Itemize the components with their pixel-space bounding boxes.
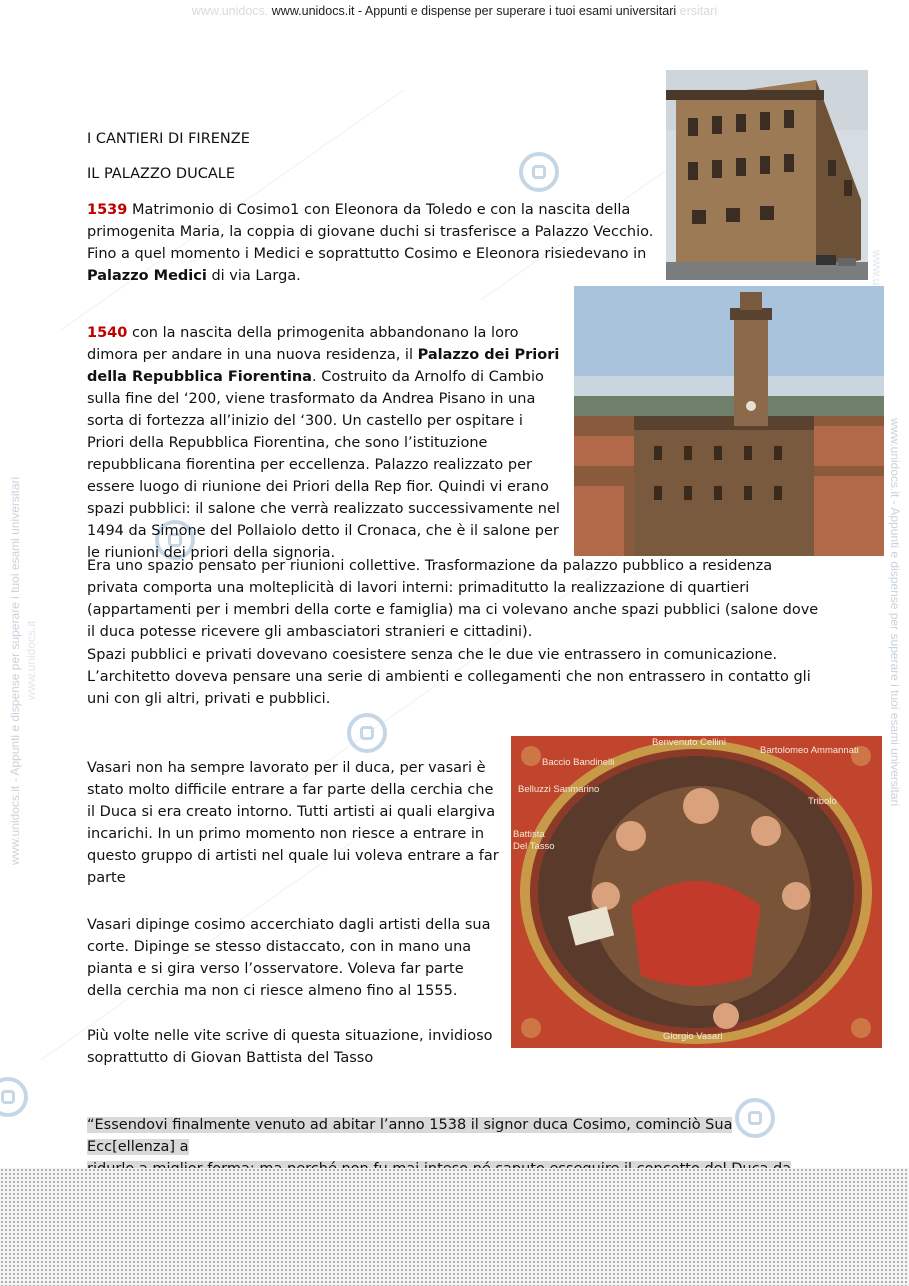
palazzo-priori-name: Palazzo dei Priori della Repubblica Fiorentina <box>87 347 560 385</box>
watermark-logo-icon <box>519 152 559 192</box>
quote-text: “Essendovi finalmente venuto ad abitar l’anno 1538 il signor duca Cosimo, cominciò Sua Ecc[ellenza] a <box>87 1117 733 1155</box>
watermark-logo-icon <box>0 1077 28 1117</box>
right-side-watermark: www.unidocs.it - Appunti e dispense per superare i tuoi esami universitari <box>888 418 902 807</box>
painting-label: Giorgio Vasari <box>663 1031 723 1042</box>
paragraph-1540 <box>87 322 561 564</box>
section-title: I CANTIERI DI FIRENZE <box>87 131 250 147</box>
painting-label: Benvenuto Cellini <box>652 737 726 748</box>
vasari-painting <box>511 736 882 1048</box>
palazzo-medici-name: Palazzo Medici <box>87 268 207 284</box>
paragraph-text: . Costruito da Arnolfo di Cambio sulla fine del ‘200, viene trasformato da Andrea Pisano in una sorta di fortezza all’inizio del ‘300. Un castello per ospitare i Priori della Repubblica Fiorentina, che sono l’istituzione repubblicana fiorentina per eccellenza. Palazzo realizzato per essere luogo di riunione dei Priori della Rep fior. Quindi vi erano spazi pubblici: il salone che verrà realizzato successivamente nel 1494 da Simone del Pollaiolo detto il Cronaca, che è il salone per le riunioni dei priori della signoria. <box>87 369 560 561</box>
quote-line <box>87 1114 821 1158</box>
left-side-watermark-short: www.unidocs.it <box>24 620 38 700</box>
header-watermark <box>0 4 909 18</box>
paragraph-text: con la nascita della primogenita abbandonano la loro dimora per andare in una nuova residenza, il <box>87 325 519 363</box>
header-ghost-right: ersitari <box>679 4 718 18</box>
paragraph-trasformazione: Era uno spazio pensato per riunioni collettive. Trasformazione da palazzo pubblico a residenza privata comporta una molteplicità di lavori interni: primaditutto la realizzazione di quartieri (appartamenti per i membri della corte e famiglia) ma ci volevano anche spazi pubblici (salone dove il duca potesse ricevere gli ambasciatori stranieri e cittadini). <box>87 558 819 640</box>
header-watermark-text: www.unidocs.it - Appunti e dispense per superare i tuoi esami universitari <box>271 4 677 18</box>
palazzo-medici-photo <box>666 70 868 280</box>
painting-label: Belluzzi Sanmarino <box>518 784 600 795</box>
preview-blur-overlay <box>0 1168 909 1286</box>
paragraph-text: di via Larga. <box>206 268 301 284</box>
painting-label: Bartolomeo Ammannati <box>760 745 859 756</box>
painting-label: Battista <box>513 829 545 840</box>
paragraph-vite: Più volte nelle vite scrive di questa situazione, invidioso soprattutto di Giovan Battista del Tasso <box>87 1028 493 1066</box>
painting-label: Baccio Bandinelli <box>542 757 615 768</box>
paragraph-spazi: Spazi pubblici e privati dovevano coesistere senza che le due vie entrassero in comunicazione. L’architetto doveva pensare una serie di ambienti e collegamenti che non entrassero in contatto gli uni con gli altri, privati e pubblici. <box>87 647 811 707</box>
painting-label: Del Tasso <box>513 841 555 852</box>
paragraph-vasari-dipinge: Vasari dipinge cosimo accerchiato dagli artisti della sua corte. Dipinge se stesso distaccato, con in mano una pianta e si gira verso l’osservatore. Voleva far parte della cerchia ma non ci riesce almeno fino al 1555. <box>87 917 491 999</box>
painting-label: Tribolo <box>808 796 837 807</box>
paragraph-1539 <box>87 199 655 287</box>
section-subtitle: IL PALAZZO DUCALE <box>87 166 235 182</box>
paragraph-vasari-duca: Vasari non ha sempre lavorato per il duca, per vasari è stato molto difficile entrare a far parte della cerchia che il Duca si era creato intorno. Tutti artisti ai quali elargiva incarichi. In un primo momento non riesce a entrare in questo gruppo di artisti nel quale lui voleva entrare a far parte <box>87 760 499 886</box>
paragraph-text: Matrimonio di Cosimo1 con Eleonora da Toledo e con la nascita della primogenita Maria, la coppia di giovane duchi si trasferisce a Palazzo Vecchio. Fino a quel momento i Medici e soprattutto Cosimo e Eleonora risiedevano in <box>87 202 654 262</box>
watermark-logo-icon <box>347 713 387 753</box>
year-1539: 1539 <box>87 202 128 218</box>
left-side-watermark: www.unidocs.it - Appunti e dispense per superare i tuoi esami universitari <box>8 476 22 865</box>
palazzo-vecchio-photo <box>574 286 884 556</box>
year-1540: 1540 <box>87 325 128 341</box>
header-ghost-left: www.unidocs. <box>191 4 269 18</box>
